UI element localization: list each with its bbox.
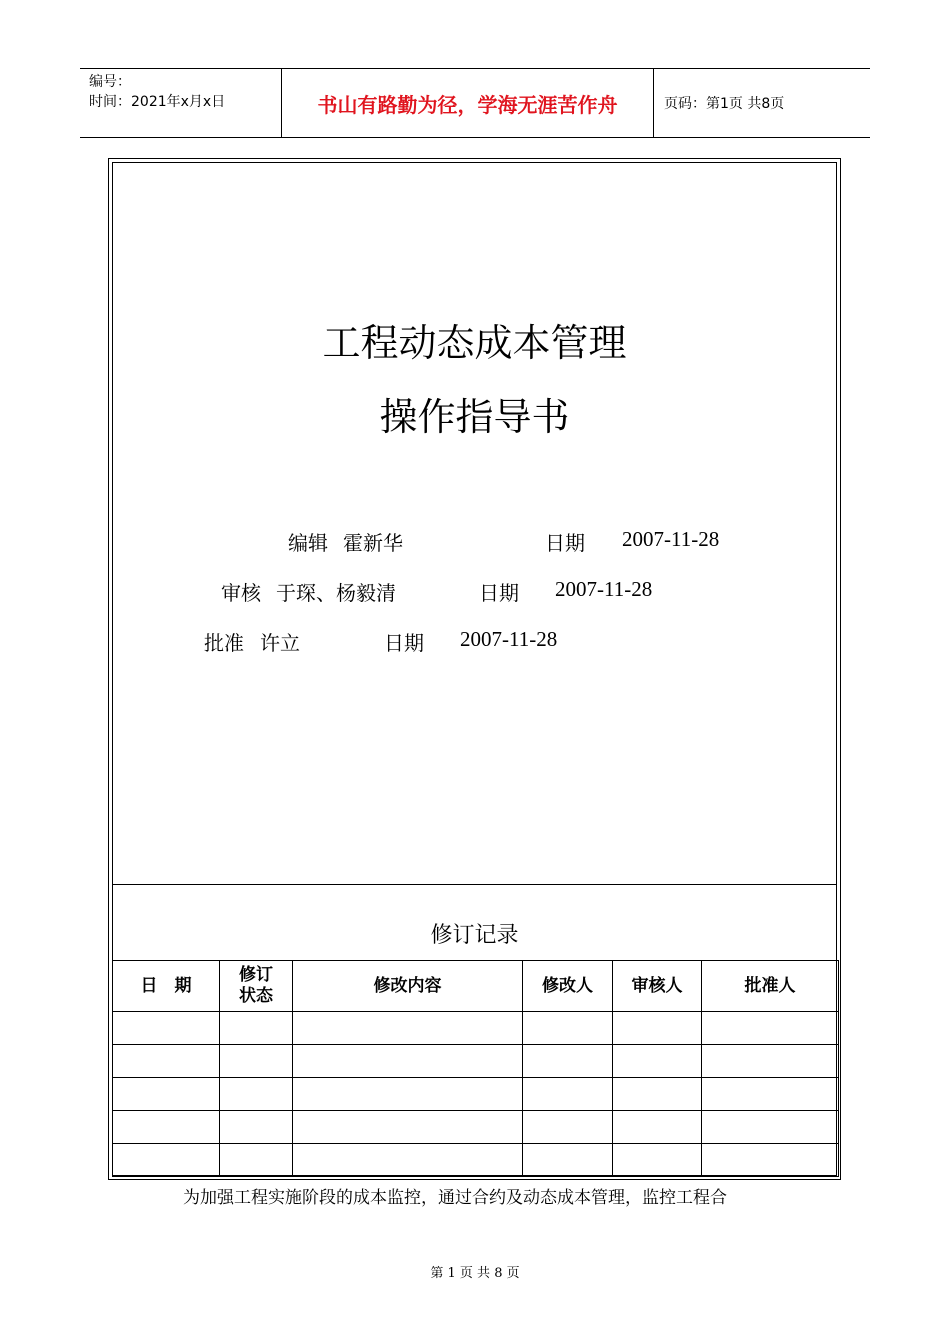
table-cell xyxy=(220,1012,293,1045)
col-header-status xyxy=(220,961,293,1012)
table-cell xyxy=(523,1012,613,1045)
table-cell xyxy=(113,1144,220,1177)
table-cell xyxy=(523,1078,613,1111)
revision-body xyxy=(113,1012,839,1177)
number-label: 编号： xyxy=(89,74,131,90)
table-cell xyxy=(702,1111,839,1144)
col-header-modifier: 修改人 xyxy=(523,961,613,1012)
header-meta xyxy=(80,69,281,137)
col-header-content: 修改内容 xyxy=(293,961,523,1012)
doc-title-line2: 操作指导书 xyxy=(379,395,570,439)
approver-date-label: 日期 xyxy=(384,631,424,655)
table-cell xyxy=(613,1144,702,1177)
table-cell xyxy=(293,1144,523,1177)
revision-table xyxy=(112,960,839,1177)
table-row xyxy=(113,1144,839,1177)
approver-date xyxy=(460,627,557,652)
header-motto: 书山有路勤为径，学海无涯苦作舟 xyxy=(281,69,654,137)
editor-date xyxy=(622,527,719,552)
doc-title-line1: 工程动态成本管理 xyxy=(322,321,627,365)
table-cell xyxy=(523,1045,613,1078)
editor-name: 霍新华 xyxy=(343,531,403,555)
col-header-date: 日 期 xyxy=(113,961,220,1012)
table-cell xyxy=(613,1078,702,1111)
reviewer-name: 于琛、杨毅清 xyxy=(276,581,396,605)
reviewer-label: 审核 xyxy=(221,581,261,605)
time-label: 时间：2021年x月x日 xyxy=(89,94,226,110)
header-page-label: 页码：第1页 共8页 xyxy=(664,96,785,112)
table-cell xyxy=(220,1078,293,1111)
table-cell xyxy=(220,1111,293,1144)
table-cell xyxy=(523,1111,613,1144)
revision-title: 修订记录 xyxy=(430,923,519,948)
reviewer-date xyxy=(555,577,652,602)
table-cell xyxy=(113,1111,220,1144)
table-row xyxy=(113,1078,839,1111)
editor-label: 编辑 xyxy=(288,531,328,555)
col-header-reviewer: 审核人 xyxy=(613,961,702,1012)
table-cell xyxy=(293,1078,523,1111)
table-cell xyxy=(702,1045,839,1078)
table-cell xyxy=(220,1045,293,1078)
table-cell xyxy=(702,1078,839,1111)
table-cell xyxy=(702,1144,839,1177)
col-header-status-text: 修订状态 xyxy=(239,965,273,1006)
reviewer-date-value: 2007-11-28 xyxy=(555,577,653,601)
editor-date-value: 2007-11-28 xyxy=(622,527,720,551)
col-header-approver: 批准人 xyxy=(702,961,839,1012)
approver-name: 许立 xyxy=(260,631,300,655)
section-divider xyxy=(112,884,837,885)
editor-date-label: 日期 xyxy=(545,531,585,555)
table-row xyxy=(113,1111,839,1144)
page-header xyxy=(80,68,870,138)
reviewer-date-label: 日期 xyxy=(479,581,519,605)
table-row xyxy=(113,1012,839,1045)
approver-date-value: 2007-11-28 xyxy=(460,627,558,651)
table-cell xyxy=(113,1012,220,1045)
table-cell xyxy=(702,1012,839,1045)
table-cell xyxy=(293,1012,523,1045)
table-cell xyxy=(523,1144,613,1177)
table-cell xyxy=(113,1078,220,1111)
page-footer: 第 1 页 共 8 页 xyxy=(430,1266,520,1281)
table-cell xyxy=(293,1045,523,1078)
table-cell xyxy=(613,1111,702,1144)
table-cell xyxy=(613,1012,702,1045)
table-cell xyxy=(220,1144,293,1177)
body-paragraph: 为加强工程实施阶段的成本监控，通过合约及动态成本管理，监控工程合 xyxy=(183,1188,727,1208)
table-cell xyxy=(293,1111,523,1144)
revision-header-row xyxy=(113,961,839,1012)
table-row xyxy=(113,1045,839,1078)
approver-label: 批准 xyxy=(204,631,244,655)
table-cell xyxy=(613,1045,702,1078)
table-cell xyxy=(113,1045,220,1078)
